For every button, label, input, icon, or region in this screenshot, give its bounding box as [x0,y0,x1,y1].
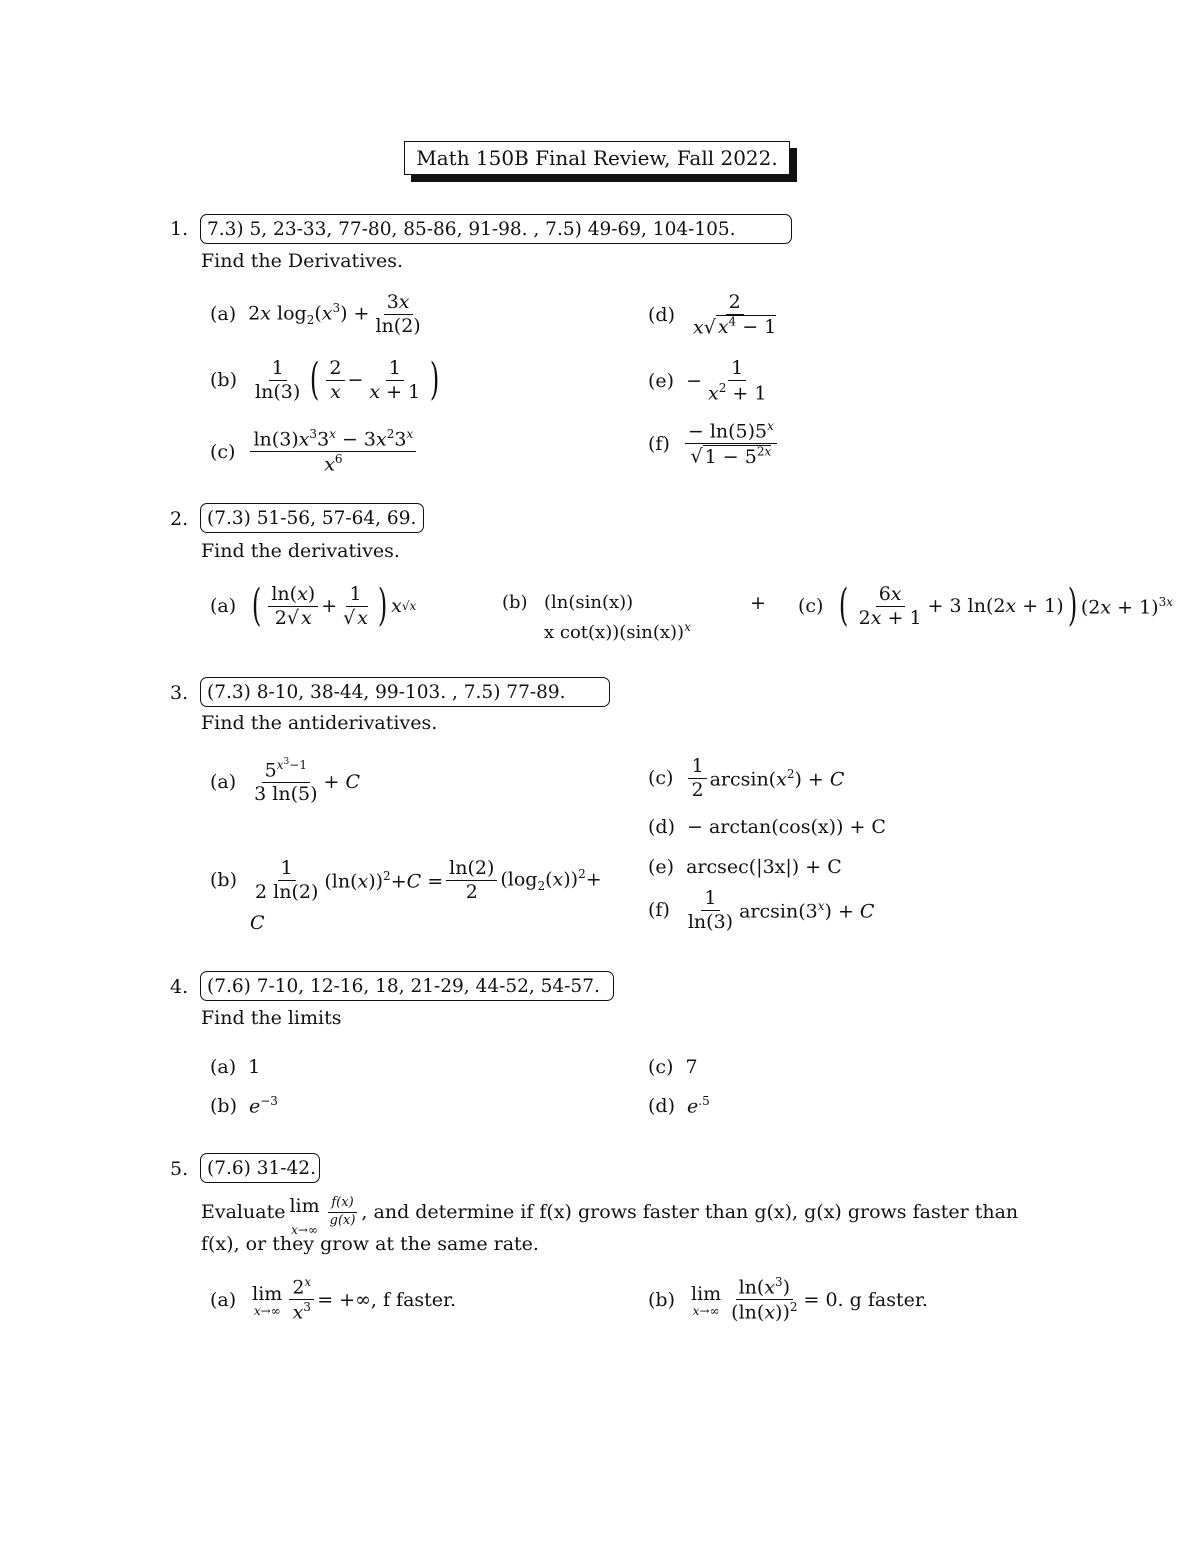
answer-3e: (e) arcsec(|3x|) + C [648,856,842,878]
answer-1e: (e) − $\frac{1}{x^2 + 1}$ [648,357,767,405]
answer-2b-label: (b) [502,592,528,613]
answer-4c: (c) 7 [648,1056,698,1078]
instruction-line2: f(x), or they grow at the same rate. [201,1233,539,1255]
question-instruction: Find the limits [201,1007,342,1029]
answer-2b-line1: (ln(sin(x)) [544,592,634,613]
answer-3c: (c) $\frac{1}{2}$ $\arcsin(x^2) + C$ [648,755,845,801]
answer-3d: (d) − arctan(cos(x)) + C [648,816,886,838]
question-number: 3. [170,682,189,704]
answer-4d: (d) $e^{.5}$ [648,1094,710,1118]
answer-1d: (d) $\frac{2}{x√ x^4 - 1}$ [648,291,777,339]
page-title: Math 150B Final Review, Fall 2022. [404,141,790,175]
section-reference: 7.3) 5, 23-33, 77-80, 85-86, 91-98. , 7.5) 49-69, 104-105. [200,214,792,244]
instruction-pre: Evaluate [201,1201,286,1223]
question-number: 5. [170,1158,189,1180]
question-instruction: Find the Derivatives. [201,250,404,272]
answer-5a-result: = +∞, f faster. [317,1288,457,1311]
answer-5b-result: = 0. g faster. [803,1288,928,1311]
answer-2a: (a) ( $\frac{\ln(x)}{2√ x}$ + $\frac{1}{√ x}$ ) x √x [210,580,417,632]
instruction-post: , and determine if f(x) grows faster than g(x), g(x) grows faster than [361,1201,1019,1223]
answer-2b-plus: + [750,592,766,614]
answer-1b: (b) $\frac{1}{\ln(3)}$ ( $\frac{2}{x}$ − $\frac{1}{x + 1}$ ) [210,354,440,406]
answer-3a: (a) $\frac{5^{x^3-1}}{3 \ln(5)}$ + C [210,757,361,806]
question-number: 1. [170,218,189,240]
answer-4a: (a) 1 [210,1056,261,1078]
answer-3b: (b) $\frac{1}{2 \ln(2)}$ $(\ln(x))^2+C$ = $\frac{\ln(2)}{2}$ $(\log_2(x))^2+$ [210,857,602,903]
answer-1c: (c) $\frac{\ln(3)x^33^x - 3x^23^x}{x^6}$ [210,428,419,475]
section-reference: (7.3) 51-56, 57-64, 69. [200,503,424,533]
answer-2b-line2: x $\cot(x))(\sin(x))^x$ [544,620,691,643]
answer-2b-line2-text: x cot(x))(sin(x)) [544,622,685,643]
answer-5b: (b) lim x→∞ $\frac{\ln(x^3)}{(\ln(x))^2}$ = 0. g faster. [648,1275,928,1324]
question-number: 2. [170,508,189,530]
answer-3d-expr: − arctan(cos(x)) + C [687,816,886,838]
answer-4b: (b) $e^{-3}$ [210,1094,278,1118]
section-reference: (7.6) 31-42. [200,1153,320,1183]
answer-2c: (c) ( $\frac{6x}{2x + 1}$ + 3 ln(2x + 1) ) $(2x + 1)^{3x}$ [798,580,1173,632]
question-instruction: Find the derivatives. [201,540,400,562]
question-instruction: Evaluate lim x→∞ $\frac{f(x)}{g(x)}$ , and determine if f(x) grows faster than g(x), g(x) grows faster than [201,1195,1019,1237]
answer-3b-tail: C [250,912,265,934]
section-reference: (7.6) 7-10, 12-16, 18, 21-29, 44-52, 54-57. [200,971,614,1001]
answer-3f: (f) $\frac{1}{\ln(3)}$ $\arcsin(3^x) + C$ [648,887,875,933]
answer-5a: (a) lim x→∞ $\frac{2^x}{x^3}$ = +∞, f faster. [210,1275,457,1324]
question-number: 4. [170,976,189,998]
answer-1f: (f) $\frac{- \ln(5)5^x}{√ 1 - 5^{2x}}$ [648,420,780,467]
answer-1a: (a) 2x $\log_2(x^3)$ + $\frac{3x}{\ln(2)}$ [210,291,421,337]
answer-3e-expr: arcsec(|3x|) + C [686,856,842,878]
section-reference: (7.3) 8-10, 38-44, 99-103. , 7.5) 77-89. [200,677,610,707]
question-instruction: Find the antiderivatives. [201,712,438,734]
